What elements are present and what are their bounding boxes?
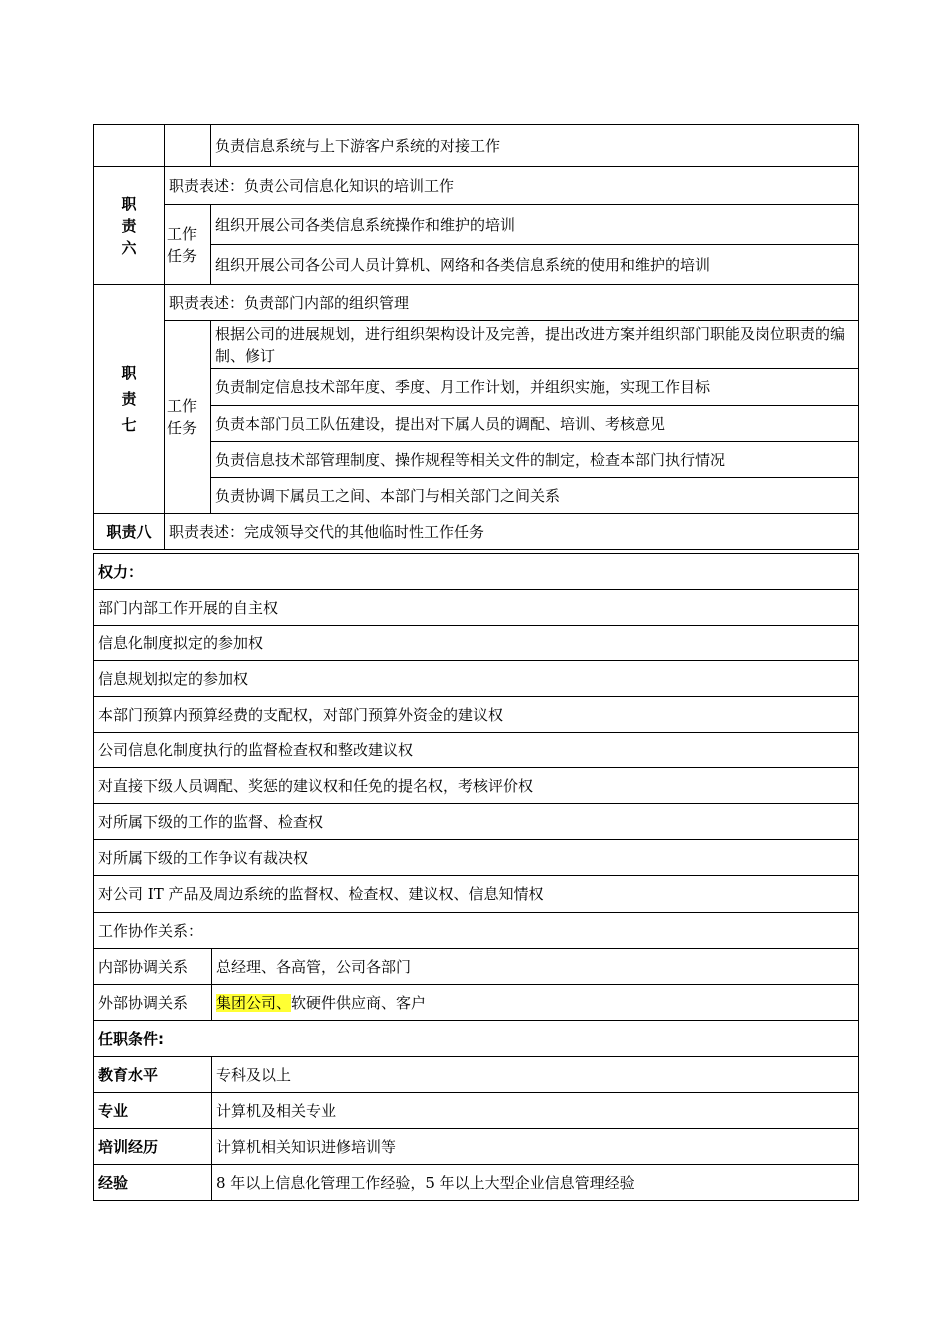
list-item: 部门内部工作开展的自主权 bbox=[94, 590, 859, 626]
task-cell: 负责本部门员工队伍建设，提出对下属人员的调配、培训、考核意见 bbox=[211, 406, 859, 442]
internal-value: 总经理、各高管，公司各部门 bbox=[212, 949, 859, 985]
task-label: 工作 任务 bbox=[165, 321, 211, 514]
table-row bbox=[94, 321, 859, 369]
duty-seven-statement: 职责表述：负责部门内部的组织管理 bbox=[165, 285, 859, 321]
cooperation-table bbox=[93, 912, 859, 1021]
major-value: 计算机及相关专业 bbox=[212, 1093, 859, 1129]
education-label: 教育水平 bbox=[94, 1057, 212, 1093]
task-cell: 组织开展公司各类信息系统操作和维护的培训 bbox=[211, 205, 859, 245]
duty-seven-label: 职 责 七 bbox=[94, 285, 165, 514]
external-label: 外部协调关系 bbox=[94, 985, 212, 1021]
qualifications-table bbox=[93, 1020, 859, 1201]
table-row bbox=[94, 514, 859, 550]
highlighted-text: 集团公司、 bbox=[216, 993, 292, 1012]
empty-cell bbox=[165, 125, 211, 167]
education-value: 专科及以上 bbox=[212, 1057, 859, 1093]
duties-table bbox=[93, 124, 859, 550]
experience-label: 经验 bbox=[94, 1165, 212, 1201]
duty-eight-statement: 职责表述：完成领导交代的其他临时性工作任务 bbox=[165, 514, 859, 550]
duty-six-statement: 职责表述：负责公司信息化知识的培训工作 bbox=[165, 167, 859, 205]
task-cell: 负责信息技术部管理制度、操作规程等相关文件的制定，检查本部门执行情况 bbox=[211, 442, 859, 478]
table-row bbox=[94, 985, 859, 1021]
external-value: 集团公司、软硬件供应商、客户 bbox=[212, 985, 859, 1021]
table-row bbox=[94, 1021, 859, 1057]
table-row bbox=[94, 1165, 859, 1201]
table-row bbox=[94, 913, 859, 949]
table-row bbox=[94, 205, 859, 245]
task-cell: 负责协调下属员工之间、本部门与相关部门之间关系 bbox=[211, 478, 859, 514]
list-item: 信息规划拟定的参加权 bbox=[94, 661, 859, 697]
list-item: 对所属下级的工作的监督、检查权 bbox=[94, 804, 859, 840]
empty-cell bbox=[94, 125, 165, 167]
table-row bbox=[94, 167, 859, 205]
powers-title: 权力： bbox=[94, 554, 859, 590]
duty-eight-label: 职责八 bbox=[94, 514, 165, 550]
qualifications-title: 任职条件: bbox=[94, 1021, 859, 1057]
list-item: 对公司 IT 产品及周边系统的监督权、检查权、建议权、信息知情权 bbox=[94, 876, 859, 913]
task-cell: 负责制定信息技术部年度、季度、月工作计划，并组织实施，实现工作目标 bbox=[211, 369, 859, 406]
table-row bbox=[94, 1129, 859, 1165]
list-item: 公司信息化制度执行的监督检查权和整改建议权 bbox=[94, 733, 859, 768]
internal-label: 内部协调关系 bbox=[94, 949, 212, 985]
table-row bbox=[94, 949, 859, 985]
duty-six-label: 职 责 六 bbox=[94, 167, 165, 285]
task-cell: 组织开展公司各公司人员计算机、网络和各类信息系统的使用和维护的培训 bbox=[211, 245, 859, 285]
experience-value: 8 年以上信息化管理工作经验，5 年以上大型企业信息管理经验 bbox=[212, 1165, 859, 1201]
task-cell: 负责信息系统与上下游客户系统的对接工作 bbox=[211, 125, 859, 167]
list-item: 对直接下级人员调配、奖惩的建议权和任免的提名权，考核评价权 bbox=[94, 768, 859, 804]
cooperation-title: 工作协作关系： bbox=[94, 913, 859, 949]
training-label: 培训经历 bbox=[94, 1129, 212, 1165]
major-label: 专业 bbox=[94, 1093, 212, 1129]
table-row bbox=[94, 285, 859, 321]
list-item: 本部门预算内预算经费的支配权，对部门预算外资金的建议权 bbox=[94, 697, 859, 733]
task-label: 工作 任务 bbox=[165, 205, 211, 285]
table-row bbox=[94, 125, 859, 167]
table-row bbox=[94, 1057, 859, 1093]
list-item: 对所属下级的工作争议有裁决权 bbox=[94, 840, 859, 876]
list-item: 信息化制度拟定的参加权 bbox=[94, 626, 859, 661]
table-row bbox=[94, 554, 859, 590]
training-value: 计算机相关知识进修培训等 bbox=[212, 1129, 859, 1165]
powers-table bbox=[93, 553, 859, 913]
table-row bbox=[94, 1093, 859, 1129]
task-cell: 根据公司的进展规划，进行组织架构设计及完善，提出改进方案并组织部门职能及岗位职责的编制、修订 bbox=[211, 321, 859, 369]
